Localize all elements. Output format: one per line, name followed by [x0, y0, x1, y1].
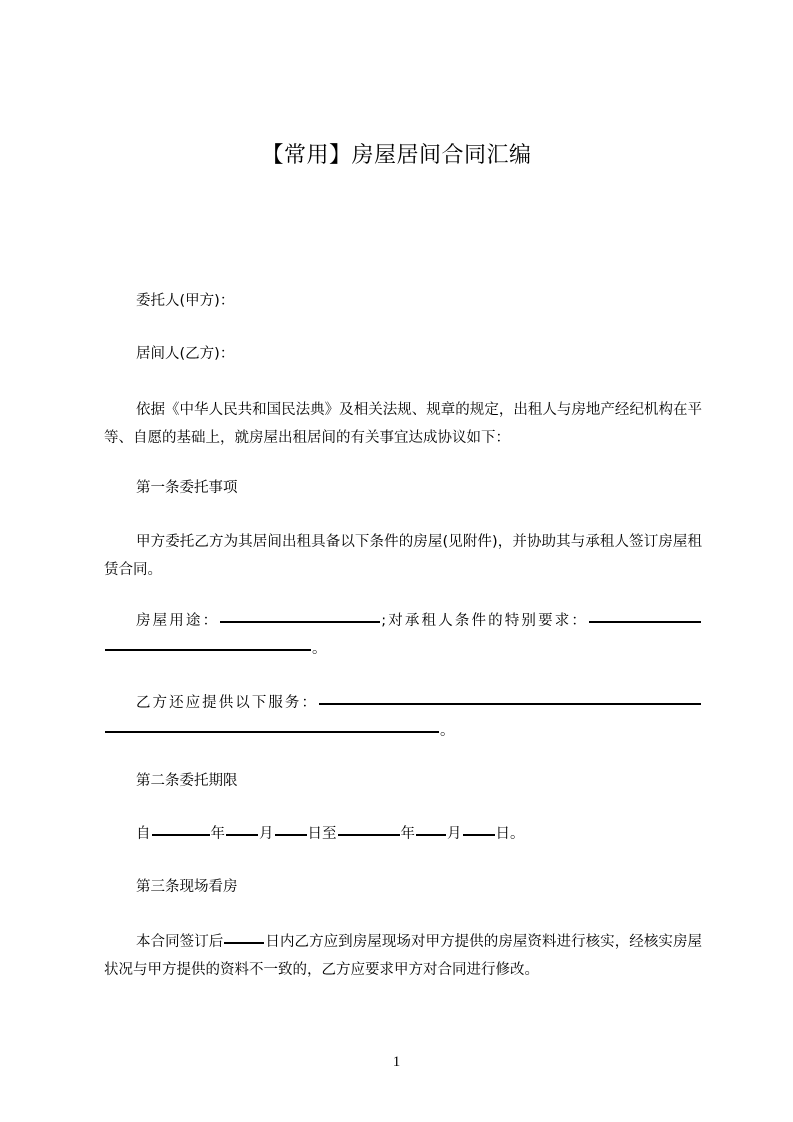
party-a-line: 委托人(甲方)：: [136, 293, 235, 309]
party-b-line: 居间人(乙方)：: [136, 346, 235, 362]
requirements-blank-2: [105, 648, 311, 651]
usage-separator: ;对承租人条件的特别要求：: [381, 613, 589, 629]
document-title: 【常用】房屋居间合同汇编: [261, 143, 532, 168]
period-month-2: 月: [447, 826, 462, 842]
usage-paragraph: [104, 607, 702, 663]
page-number: 1: [392, 1054, 401, 1070]
services-blank-1: [319, 702, 701, 705]
day-blank-2: [463, 833, 495, 836]
days-blank: [224, 941, 264, 944]
requirements-blank-1: [589, 620, 701, 623]
usage-label: 房屋用途：: [136, 613, 220, 629]
article3-body: [104, 928, 702, 984]
intro-paragraph: 依据《中华人民共和国民法典》及相关法规、规章的规定，出租人与房地产经纪机构在平等、自愿的基础上，就房屋出租居间的有关事宜达成协议如下：: [104, 402, 702, 446]
period-from: 自: [136, 826, 151, 842]
month-blank-1: [226, 833, 258, 836]
period-year-2: 年: [400, 826, 415, 842]
year-blank-2: [338, 833, 400, 836]
article3-start: 本合同签订后: [136, 934, 224, 950]
article3-heading: 第三条现场看房: [136, 879, 238, 895]
day-blank-1: [275, 833, 307, 836]
usage-blank: [220, 620, 380, 623]
period-line: [136, 820, 696, 848]
period-month-1: 月: [259, 826, 274, 842]
period-year-1: 年: [210, 826, 225, 842]
month-blank-2: [416, 833, 446, 836]
services-blank-2: [105, 730, 439, 733]
article1-heading: 第一条委托事项: [136, 480, 238, 496]
year-blank-1: [152, 833, 210, 836]
services-paragraph: [104, 689, 702, 745]
article2-heading: 第二条委托期限: [136, 773, 238, 789]
period-day-end: 日。: [495, 826, 525, 842]
article3-rest: 日内乙方应到房屋现场对甲方提供的房屋资料进行核实，经核实房屋状况与甲方提供的资料不一致的，乙方应要求甲方对合同进行修改。: [104, 934, 703, 978]
services-end: 。: [440, 723, 455, 739]
article1-body: 甲方委托乙方为其居间出租具备以下条件的房屋(见附件)，并协助其与承租人签订房屋租赁合同。: [104, 534, 702, 578]
period-day-to: 日至: [307, 826, 337, 842]
usage-end: 。: [312, 641, 327, 657]
services-label: 乙方还应提供以下服务：: [136, 695, 318, 711]
